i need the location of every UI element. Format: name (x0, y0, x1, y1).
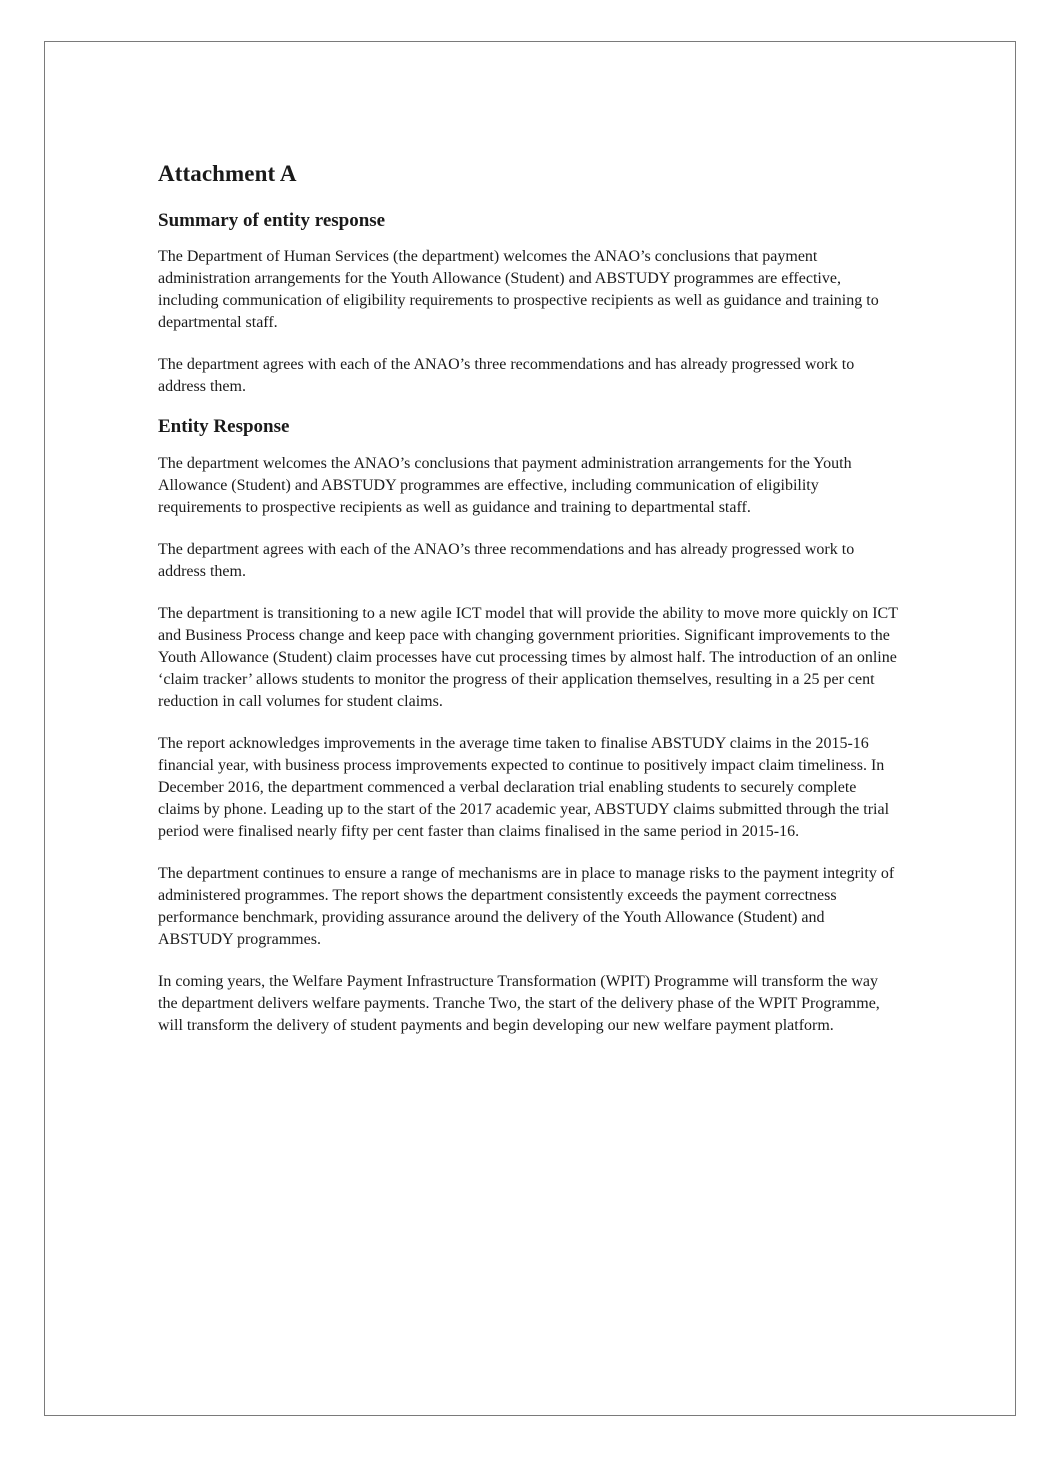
summary-paragraph-2: The department agrees with each of the ANAO’s three recommendations and has already progressed work to address them. (158, 356, 855, 396)
entity-paragraph-6: In coming years, the Welfare Payment Infrastructure Transformation (WPIT) Programme will transform the way the department delivers welfare payments. Tranche Two, the start of the delivery phase of the WPIT Programme, will transform the delivery of student payments and begin developing our new welfare payment platform. (158, 973, 880, 1035)
document-body (158, 160, 898, 1037)
entity-paragraph-4: The report acknowledges improvements in the average time taken to finalise ABSTUDY claims in the 2015-16 financial year, with business process improvements expected to continue to positively impact claim timeliness. In December 2016, the department commenced a verbal declaration trial enabling students to securely complete claims by phone. Leading up to the start of the 2017 academic year, ABSTUDY claims submitted through the trial period were finalised nearly fifty per cent faster than claims finalised in the same period in 2015-16. (158, 735, 890, 841)
section-heading-entity-response: Entity Response (158, 416, 290, 438)
entity-paragraph-1: The department welcomes the ANAO’s conclusions that payment administration arrangements for the Youth Allowance (Student) and ABSTUDY programmes are effective, including communication of eligibility requirements to prospective recipients as well as guidance and training to departmental staff. (158, 455, 852, 517)
section-heading-summary: Summary of entity response (158, 209, 386, 231)
summary-paragraph-1: The Department of Human Services (the department) welcomes the ANAO’s conclusions that payment administration arrangements for the Youth Allowance (Student) and ABSTUDY programmes are effective, including communication of eligibility requirements to prospective recipients as well as guidance and training to departmental staff. (158, 248, 879, 332)
entity-paragraph-3: The department is transitioning to a new agile ICT model that will provide the ability to move more quickly on ICT and Business Process change and keep pace with changing government priorities. Significant improvements to the Youth Allowance (Student) claim processes have cut processing times by almost half. The introduction of an online ‘claim tracker’ allows students to monitor the progress of their application themselves, resulting in a 25 per cent reduction in call volumes for student claims. (158, 605, 898, 711)
entity-paragraph-2: The department agrees with each of the ANAO’s three recommendations and has already progressed work to address them. (158, 541, 855, 581)
entity-paragraph-5: The department continues to ensure a range of mechanisms are in place to manage risks to the payment integrity of administered programmes. The report shows the department consistently exceeds the payment correctness performance benchmark, providing assurance around the delivery of the Youth Allowance (Student) and ABSTUDY programmes. (158, 865, 895, 949)
document-title: Attachment A (158, 161, 297, 186)
